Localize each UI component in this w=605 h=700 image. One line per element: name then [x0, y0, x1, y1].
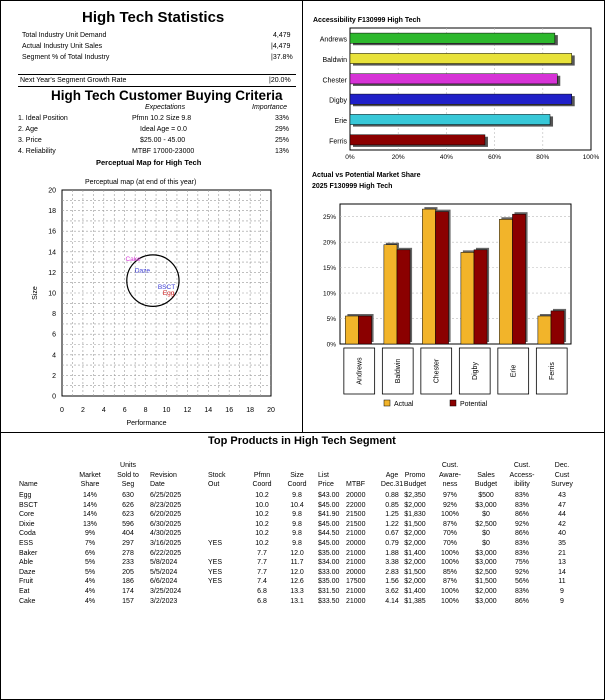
- perceptual-y-tick: 14: [48, 249, 56, 257]
- table-cell: Cake: [19, 597, 36, 605]
- criteria-label-age: 2. Age: [18, 126, 38, 133]
- perceptual-x-label: Performance: [126, 420, 167, 427]
- table-cell: Dixie: [19, 520, 35, 528]
- table-cell: $43.00: [318, 492, 340, 499]
- perceptual-y-tick: 12: [48, 269, 56, 277]
- table-cell: 10.2: [255, 540, 269, 547]
- table-cell: YES: [208, 540, 223, 547]
- perceptual-y-tick: 2: [52, 372, 56, 380]
- table-cell: $44.50: [318, 530, 340, 538]
- table-cell: 233: [122, 559, 134, 567]
- table-cell: $34.00: [318, 559, 340, 567]
- table-cell: 100%: [441, 597, 459, 605]
- accessibility-category-label: Baldwin: [322, 56, 347, 64]
- table-cell: 2.83: [385, 568, 399, 576]
- table-cell: 83%: [514, 549, 529, 557]
- table-cell: $45.00: [318, 520, 340, 528]
- perceptual-y-tick: 20: [48, 187, 56, 195]
- table-header: Sold to: [117, 471, 139, 479]
- table-cell: 100%: [441, 588, 459, 595]
- accessibility-x-tick: 40%: [439, 154, 453, 161]
- table-cell: $2,000: [475, 588, 497, 595]
- table-cell: 0.79: [385, 540, 399, 547]
- table-cell: 630: [122, 492, 134, 499]
- table-cell: 1.56: [385, 578, 399, 586]
- legend-label-actual: Actual: [394, 401, 414, 408]
- stat-value-sales: |4,479: [271, 43, 291, 50]
- table-cell: 86%: [514, 511, 529, 519]
- perceptual-y-tick: 0: [52, 393, 56, 401]
- table-cell: 17500: [346, 578, 366, 586]
- table-cell: $1,400: [404, 549, 426, 557]
- table-header: Pfmn: [253, 471, 271, 479]
- criteria-col-expectations: Expectations: [145, 104, 186, 111]
- table-cell: $45.00: [318, 540, 340, 547]
- market-share-subtitle: 2025 F130999 High Tech: [312, 183, 393, 190]
- table-cell: 12.6: [290, 578, 304, 586]
- table-cell: 21500: [346, 520, 366, 528]
- accessibility-category-label: Andrews: [319, 36, 347, 44]
- table-cell: 14%: [82, 511, 97, 519]
- stats-title: High Tech Statistics: [82, 9, 225, 26]
- table-cell: 87%: [442, 578, 457, 586]
- table-cell: 0.85: [385, 501, 399, 509]
- table-cell: 3/16/2025: [150, 540, 182, 547]
- table-cell: 75%: [514, 559, 529, 567]
- accessibility-x-tick: 20%: [391, 154, 405, 161]
- perceptual-product-label: Daze: [134, 267, 151, 275]
- table-cell: 20000: [346, 568, 366, 576]
- table-cell: 20000: [346, 492, 366, 499]
- perceptual-y-tick: 6: [52, 331, 56, 339]
- perceptual-x-tick: 16: [225, 407, 234, 414]
- table-cell: 21000: [346, 530, 366, 538]
- table-cell: 85%: [442, 568, 457, 576]
- table-cell: 6.8: [257, 588, 267, 595]
- table-cell: 3.62: [385, 588, 399, 595]
- table-header: Survey: [551, 481, 573, 488]
- criteria-label-position: 1. Ideal Position: [18, 115, 68, 122]
- table-cell: $2,000: [404, 540, 426, 547]
- perceptual-product-label: Egg: [162, 290, 175, 298]
- table-header: Cust: [554, 471, 570, 479]
- table-cell: 21: [558, 549, 566, 557]
- table-cell: $33.00: [318, 568, 340, 576]
- table-cell: 86%: [514, 597, 529, 605]
- table-cell: 13: [558, 559, 566, 567]
- table-cell: 0.88: [385, 492, 399, 499]
- share-y-tick: 20%: [322, 239, 336, 247]
- perceptual-y-tick: 18: [48, 208, 56, 216]
- table-cell: 86%: [514, 530, 529, 538]
- table-header: Seg: [121, 481, 135, 488]
- table-cell: $0: [482, 511, 490, 519]
- table-cell: 5/8/2024: [150, 559, 178, 567]
- share-category-label: Andrews: [356, 357, 364, 385]
- table-cell: 12.0: [290, 568, 304, 576]
- table-cell: $1,500: [475, 578, 497, 586]
- table-cell: 7.4: [257, 578, 267, 586]
- table-header: Cust.: [441, 462, 459, 469]
- table-header: Budget: [403, 481, 427, 488]
- table-cell: Core: [19, 511, 35, 519]
- share-y-tick: 15%: [322, 265, 336, 273]
- table-header: Price: [318, 481, 334, 488]
- perceptual-x-tick: 6: [122, 407, 127, 414]
- table-cell: 6/30/2025: [150, 520, 182, 528]
- table-cell: $3,000: [475, 501, 497, 509]
- criteria-title: High Tech Customer Buying Criteria: [51, 88, 283, 103]
- table-cell: 20000: [346, 540, 366, 547]
- perceptual-product-label: Cake: [125, 256, 141, 264]
- accessibility-category-label: Erie: [334, 117, 347, 125]
- accessibility-x-tick: 80%: [536, 154, 550, 161]
- table-cell: 1.22: [385, 520, 399, 528]
- criteria-imp-price: 25%: [275, 137, 290, 144]
- table-cell: $2,000: [404, 501, 426, 509]
- table-cell: $1,830: [404, 511, 426, 519]
- table-cell: 9.8: [292, 540, 302, 547]
- table-cell: 14%: [82, 501, 97, 509]
- table-cell: 4.14: [385, 597, 399, 605]
- table-cell: 1.25: [385, 511, 399, 519]
- share-category-label: Erie: [510, 364, 518, 378]
- table-cell: Eat: [19, 588, 30, 595]
- table-cell: 6/20/2025: [150, 511, 182, 519]
- table-cell: BSCT: [19, 501, 38, 509]
- table-cell: $1,400: [404, 588, 426, 595]
- accessibility-title: Accessibility F130999 High Tech: [313, 17, 421, 24]
- table-cell: $2,000: [404, 559, 426, 567]
- table-cell: $2,500: [475, 520, 497, 528]
- accessibility-category-label: Ferris: [329, 138, 347, 146]
- table-cell: $3,000: [475, 549, 497, 557]
- table-header: Dec.31: [380, 481, 404, 488]
- table-cell: 6.8: [257, 597, 267, 605]
- table-cell: Fruit: [19, 578, 33, 586]
- table-cell: 7.7: [257, 549, 267, 557]
- criteria-exp-reliability: MTBF 17000-23000: [132, 148, 195, 155]
- table-header: ibility: [514, 481, 530, 488]
- table-cell: 596: [122, 520, 134, 528]
- table-cell: 10.2: [255, 520, 269, 528]
- perceptual-x-tick: 18: [246, 407, 254, 414]
- perceptual-x-tick: 14: [204, 407, 213, 414]
- table-cell: YES: [208, 559, 223, 567]
- table-header: Size: [290, 471, 304, 479]
- table-cell: Daze: [19, 568, 36, 576]
- table-cell: 6/25/2025: [150, 492, 182, 499]
- accessibility-x-tick: 0%: [345, 154, 355, 161]
- table-cell: $2,350: [404, 492, 426, 499]
- table-cell: Egg: [19, 492, 32, 499]
- table-cell: 9.8: [292, 492, 302, 499]
- table-header: Promo: [404, 471, 426, 479]
- perceptual-x-tick: 20: [267, 407, 275, 414]
- table-cell: 4%: [84, 597, 96, 605]
- table-cell: 14%: [82, 492, 97, 499]
- table-cell: 56%: [514, 578, 529, 586]
- table-cell: 13.3: [290, 588, 304, 595]
- table-cell: 12.0: [290, 549, 304, 557]
- accessibility-x-tick: 60%: [488, 154, 502, 161]
- table-cell: 9%: [84, 530, 96, 538]
- table-cell: 21500: [346, 511, 366, 519]
- table-cell: 42: [558, 520, 566, 528]
- table-cell: 10.2: [255, 530, 269, 538]
- share-category-label: Baldwin: [394, 358, 402, 384]
- table-cell: $500: [478, 492, 494, 499]
- growth-label: Next Year's Segment Growth Rate: [20, 77, 127, 84]
- table-cell: 157: [122, 597, 134, 605]
- table-cell: 205: [122, 568, 134, 576]
- table-cell: Baker: [19, 549, 38, 557]
- table-cell: $3,000: [475, 559, 497, 567]
- table-cell: 92%: [514, 520, 529, 528]
- table-cell: 10.2: [255, 492, 269, 499]
- table-cell: 35: [558, 540, 566, 547]
- accessibility-x-tick: 100%: [582, 154, 600, 161]
- perceptual-title: Perceptual Map for High Tech: [96, 158, 202, 167]
- table-cell: $1,500: [404, 520, 426, 528]
- table-header: Budget: [474, 481, 498, 488]
- table-cell: 13.1: [290, 597, 304, 605]
- table-cell: 87%: [442, 520, 457, 528]
- table-cell: 7.7: [257, 559, 267, 567]
- table-cell: $35.00: [318, 549, 340, 557]
- share-category-label: Chester: [433, 358, 441, 384]
- perceptual-y-tick: 8: [52, 311, 56, 319]
- table-cell: 100%: [441, 559, 459, 567]
- criteria-imp-reliability: 13%: [275, 148, 290, 155]
- stat-label-sales: Actual Industry Unit Sales: [22, 43, 103, 50]
- share-y-tick: 10%: [322, 290, 336, 298]
- table-cell: $31.50: [318, 588, 340, 595]
- table-cell: 13%: [82, 520, 97, 528]
- table-header: Units: [120, 462, 136, 469]
- table-cell: 21000: [346, 597, 366, 605]
- table-cell: $3,000: [475, 597, 497, 605]
- table-cell: 186: [122, 578, 134, 586]
- table-header: Market: [79, 471, 101, 479]
- table-cell: 83%: [514, 501, 529, 509]
- table-cell: 5%: [84, 559, 96, 567]
- table-cell: Coda: [19, 530, 36, 538]
- table-cell: 623: [122, 511, 134, 519]
- table-header: Access-: [509, 471, 535, 479]
- perceptual-x-tick: 8: [143, 407, 148, 414]
- criteria-exp-position: Pfmn 10.2 Size 9.8: [132, 115, 192, 122]
- table-cell: 6%: [84, 549, 96, 557]
- table-cell: 70%: [442, 540, 457, 547]
- table-header: Cust.: [513, 462, 531, 469]
- table-cell: 4/30/2025: [150, 530, 182, 538]
- table-header: MTBF: [346, 481, 366, 488]
- table-header: List: [318, 471, 329, 479]
- table-cell: 9.8: [292, 530, 302, 538]
- table-header: Age: [385, 471, 399, 479]
- table-cell: 1.88: [385, 549, 399, 557]
- table-header: ness: [442, 481, 458, 488]
- share-y-tick: 5%: [326, 316, 336, 324]
- table-cell: 626: [122, 501, 134, 509]
- table-cell: 3/2/2023: [150, 597, 178, 605]
- stat-label-demand: Total Industry Unit Demand: [22, 32, 107, 39]
- table-header: Coord: [252, 481, 272, 488]
- table-cell: 3.38: [385, 559, 399, 567]
- table-cell: 3/25/2024: [150, 588, 182, 595]
- perceptual-y-tick: 16: [48, 228, 56, 236]
- table-cell: $2,000: [404, 578, 426, 586]
- table-cell: 43: [558, 492, 566, 499]
- stat-label-share: Segment % of Total Industry: [22, 54, 110, 61]
- table-cell: 14: [558, 568, 566, 576]
- table-header: Aware-: [438, 471, 462, 479]
- table-cell: 9: [560, 588, 564, 595]
- table-header: Share: [80, 481, 100, 488]
- table-cell: 70%: [442, 530, 457, 538]
- table-cell: 92%: [514, 568, 529, 576]
- table-cell: 44: [558, 511, 566, 519]
- perceptual-x-tick: 4: [101, 407, 106, 414]
- table-cell: $2,500: [475, 568, 497, 576]
- table-cell: ESS: [19, 540, 34, 547]
- share-y-tick: 25%: [322, 214, 336, 222]
- table-cell: 21000: [346, 549, 366, 557]
- table-cell: 11.7: [290, 559, 304, 567]
- table-cell: $0: [482, 540, 490, 547]
- table-cell: YES: [208, 578, 223, 586]
- stat-value-share: |37.8%: [271, 54, 293, 61]
- table-cell: 7%: [84, 540, 96, 547]
- table-cell: 100%: [441, 511, 459, 519]
- table-cell: $2,000: [404, 530, 426, 538]
- table-cell: $33.50: [318, 597, 340, 605]
- table-cell: $0: [482, 530, 490, 538]
- table-cell: $1,385: [404, 597, 426, 605]
- accessibility-category-label: Digby: [329, 97, 347, 105]
- table-cell: 0.67: [385, 530, 399, 538]
- table-cell: YES: [208, 568, 223, 576]
- table-cell: 9.8: [292, 520, 302, 528]
- perceptual-x-tick: 0: [60, 407, 64, 414]
- table-cell: 83%: [514, 492, 529, 499]
- table-header: Name: [19, 481, 38, 488]
- perceptual-y-tick: 10: [48, 290, 56, 298]
- criteria-label-price: 3. Price: [18, 137, 42, 144]
- market-share-title: Actual vs Potential Market Share: [312, 172, 421, 179]
- criteria-label-reliability: 4. Reliability: [18, 148, 56, 155]
- table-cell: 6/6/2024: [150, 578, 178, 586]
- table-cell: 5%: [84, 568, 96, 576]
- table-cell: 404: [122, 530, 134, 538]
- perceptual-x-tick: 12: [183, 407, 192, 414]
- top-products-title: Top Products in High Tech Segment: [208, 435, 396, 447]
- perceptual-subtitle: Perceptual map (at end of this year): [85, 179, 197, 186]
- criteria-exp-age: Ideal Age = 0.0: [140, 126, 187, 133]
- table-cell: Able: [19, 559, 34, 567]
- table-cell: 9.8: [292, 511, 302, 519]
- table-header: Stock: [208, 471, 226, 479]
- share-y-tick: 0%: [326, 341, 336, 349]
- table-cell: 8/23/2025: [150, 501, 182, 509]
- table-cell: 10.0: [255, 501, 269, 509]
- table-header: Sales: [477, 471, 495, 479]
- perceptual-x-tick: 10: [162, 407, 171, 414]
- stat-value-demand: 4,479: [273, 32, 291, 39]
- share-category-label: Ferris: [548, 362, 556, 380]
- share-category-label: Digby: [471, 362, 479, 380]
- table-header: Out: [208, 481, 220, 488]
- perceptual-y-label: Size: [32, 286, 39, 300]
- table-cell: 7.7: [257, 568, 267, 576]
- table-header: Revision: [150, 471, 177, 479]
- table-cell: $41.90: [318, 511, 340, 519]
- table-cell: $35.00: [318, 578, 340, 586]
- table-cell: 174: [122, 588, 134, 595]
- table-cell: 10.4: [290, 501, 304, 509]
- table-cell: 21000: [346, 588, 366, 595]
- table-cell: 21000: [346, 559, 366, 567]
- table-cell: $1,500: [404, 568, 426, 576]
- table-cell: 278: [122, 549, 134, 557]
- table-header: Coord: [287, 481, 307, 488]
- accessibility-category-label: Chester: [322, 77, 347, 85]
- table-cell: 97%: [442, 492, 457, 499]
- growth-value: |20.0%: [269, 77, 291, 84]
- perceptual-product-label: BSCT: [157, 283, 176, 291]
- table-cell: $45.00: [318, 501, 340, 509]
- criteria-col-importance: Importance: [252, 104, 288, 111]
- table-cell: 40: [558, 530, 566, 538]
- table-cell: 83%: [514, 540, 529, 547]
- table-cell: 10.2: [255, 511, 269, 519]
- table-cell: 9: [560, 597, 564, 605]
- table-cell: 297: [122, 540, 134, 547]
- table-cell: 92%: [442, 501, 457, 509]
- table-cell: 4%: [84, 578, 96, 586]
- criteria-imp-position: 33%: [275, 115, 290, 122]
- table-header: Date: [150, 481, 165, 488]
- table-cell: 6/22/2025: [150, 549, 182, 557]
- perceptual-x-tick: 2: [80, 407, 85, 414]
- table-cell: 47: [558, 501, 566, 509]
- legend-label-potential: Potential: [460, 401, 488, 408]
- table-cell: 22000: [346, 501, 366, 509]
- table-cell: 11: [558, 578, 566, 586]
- criteria-imp-age: 29%: [275, 126, 290, 133]
- table-cell: 83%: [514, 588, 529, 595]
- table-header: Dec.: [554, 462, 570, 469]
- table-cell: 5/5/2024: [150, 568, 178, 576]
- criteria-exp-price: $25.00 - 45.00: [140, 137, 186, 144]
- table-cell: 4%: [84, 588, 96, 595]
- perceptual-y-tick: 4: [52, 352, 56, 360]
- table-cell: 100%: [441, 549, 459, 557]
